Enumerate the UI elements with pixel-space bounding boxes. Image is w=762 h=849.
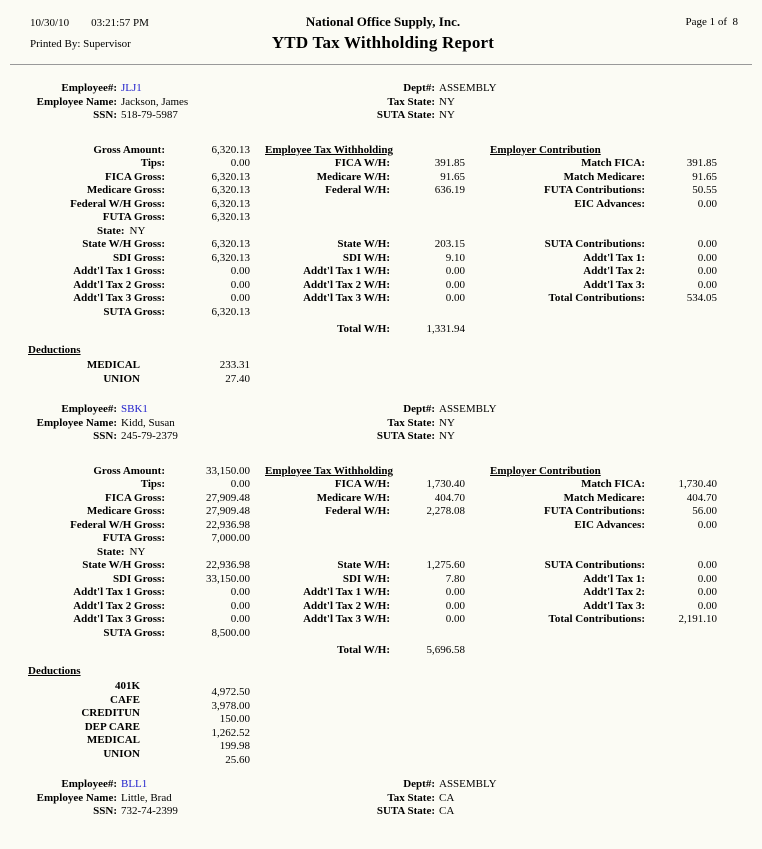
- grid-row: [28, 225, 738, 239]
- row-value: 0.00: [445, 613, 465, 625]
- row-label: Addt'l Tax 2:: [583, 586, 645, 598]
- grid-cell-empty: [645, 532, 717, 546]
- row-value: 6,320.13: [211, 143, 250, 156]
- tax-state-label: Tax State:: [387, 791, 435, 804]
- deduction-amount: 199.98: [219, 740, 250, 752]
- row-value: 0.00: [230, 478, 250, 490]
- ssn-value: 732-74-2399: [121, 805, 178, 817]
- row-label: EIC Advances:: [574, 197, 645, 210]
- deduction-amount: 3,978.00: [211, 699, 250, 712]
- row-label: Addt'l Tax 3 Gross:: [73, 613, 165, 625]
- deduction-name: DEP CARE: [84, 720, 140, 733]
- deduction-row: [28, 720, 738, 739]
- employer-contribution-header: Employer Contribution: [490, 143, 601, 156]
- dept-value: ASSEMBLY: [439, 778, 497, 790]
- deductions-block: [28, 664, 738, 766]
- report-title: YTD Tax Withholding Report: [271, 33, 495, 52]
- employee-header-row: [28, 792, 738, 806]
- row-value: 7.80: [445, 572, 465, 585]
- row-label: Medicare Gross:: [86, 184, 165, 196]
- grid-row: [28, 157, 738, 171]
- employee-header-row: [28, 430, 738, 444]
- grid-row: [28, 465, 738, 479]
- grid-cell-empty: [390, 532, 465, 546]
- row-value: 1,275.60: [426, 559, 465, 571]
- deduction-name: CAFE: [110, 693, 140, 706]
- grid-row: [28, 600, 738, 614]
- employee-section: [28, 403, 738, 766]
- employee-header-row: [28, 805, 738, 819]
- ssn-value: 518-79-5987: [121, 109, 178, 121]
- state-row: [28, 546, 250, 560]
- grid-cell-empty: [28, 644, 165, 658]
- row-label: Medicare W/H:: [316, 170, 390, 183]
- deductions-rows: [28, 359, 738, 386]
- grid-cell-empty: [465, 532, 645, 546]
- row-label: FICA Gross:: [105, 170, 165, 183]
- grid-cell-empty: [390, 519, 465, 533]
- row-value: 0.00: [230, 157, 250, 169]
- employee-name-label: Employee Name:: [36, 95, 117, 108]
- grid-row: [28, 492, 738, 506]
- tax-state-label: Tax State:: [387, 95, 435, 108]
- row-label: Addt'l Tax 2 Gross:: [73, 278, 165, 291]
- ssn-label: SSN:: [93, 805, 117, 817]
- grid-row: [28, 644, 738, 658]
- row-label: Addt'l Tax 1:: [583, 251, 645, 264]
- employee-tax-withholding-header: Employee Tax Withholding: [265, 464, 393, 477]
- row-label: Total Contributions:: [548, 613, 645, 625]
- row-value: 6,320.13: [211, 170, 250, 183]
- row-label: Tips:: [140, 478, 165, 490]
- dept-label: Dept#:: [403, 403, 435, 415]
- deduction-row: [28, 707, 738, 725]
- grid-row: [28, 184, 738, 198]
- row-label: Medicare Gross:: [86, 505, 165, 517]
- row-value: 0.00: [445, 599, 465, 612]
- row-label: Addt'l Tax 1:: [583, 572, 645, 585]
- employee-name-label: Employee Name:: [36, 791, 117, 804]
- grid-row: [28, 238, 738, 252]
- row-label: Total W/H:: [337, 323, 390, 335]
- grid-row: [28, 306, 738, 320]
- deduction-row: [28, 359, 738, 373]
- suta-state-value: NY: [439, 430, 455, 442]
- row-value: 404.70: [686, 491, 717, 504]
- tax-grid: [28, 144, 738, 337]
- company-name: National Office Supply, Inc.: [305, 14, 461, 29]
- row-label: FUTA Gross:: [102, 532, 165, 544]
- grid-row: [28, 478, 738, 492]
- row-value: 391.85: [434, 157, 465, 169]
- row-label: FICA W/H:: [334, 478, 390, 490]
- tax-state-value: NY: [439, 416, 455, 429]
- header-divider: [10, 64, 752, 65]
- deduction-amount: 25.60: [225, 753, 250, 766]
- row-label: Match FICA:: [581, 478, 645, 490]
- employer-contribution-header: Employer Contribution: [490, 464, 601, 477]
- deduction-row: [28, 734, 738, 752]
- row-value: 0.00: [230, 586, 250, 598]
- grid-cell-empty: [165, 323, 250, 337]
- row-label: Tips:: [140, 157, 165, 169]
- row-value: 0.00: [697, 197, 717, 210]
- grid-cell-empty: [645, 306, 717, 320]
- row-label: State W/H:: [337, 559, 390, 571]
- grid-cell-empty: [645, 644, 717, 658]
- grid-cell-empty: [390, 198, 465, 212]
- row-value: 22,936.98: [206, 559, 250, 571]
- report-title-block: [128, 14, 638, 53]
- row-value: 56.00: [692, 505, 717, 517]
- row-label: Federal W/H Gross:: [70, 197, 165, 210]
- row-value: 2,191.10: [678, 613, 717, 625]
- employee-number-link[interactable]: BLL1: [121, 778, 148, 790]
- printed-by-label: Printed By:: [30, 38, 81, 50]
- dept-value: ASSEMBLY: [439, 403, 497, 415]
- grid-cell-empty: [250, 546, 390, 560]
- row-value: 0.00: [697, 599, 717, 612]
- row-label: SUTA Gross:: [103, 626, 165, 639]
- grid-cell-empty: [645, 546, 717, 560]
- employee-header-row: [28, 109, 738, 123]
- deduction-row: [28, 680, 738, 698]
- row-value: 0.00: [697, 251, 717, 264]
- row-label: State W/H:: [337, 238, 390, 250]
- row-value: 8,500.00: [211, 626, 250, 639]
- deduction-row: [28, 693, 738, 712]
- row-label: Addt'l Tax 3 W/H:: [303, 292, 390, 304]
- grid-row: [28, 292, 738, 306]
- row-label: Addt'l Tax 2 W/H:: [303, 278, 390, 291]
- grid-row: [28, 198, 738, 212]
- row-value: 1,730.40: [426, 478, 465, 490]
- grid-cell-empty: [465, 225, 645, 239]
- report-header: [28, 14, 738, 60]
- row-label: FUTA Gross:: [102, 211, 165, 223]
- row-value: 91.65: [440, 170, 465, 183]
- row-label: Addt'l Tax 1 Gross:: [73, 265, 165, 277]
- row-label: Gross Amount:: [93, 143, 165, 156]
- deduction-amount: 233.31: [219, 359, 250, 371]
- suta-state-label: SUTA State:: [376, 430, 435, 442]
- row-label: Match FICA:: [581, 157, 645, 169]
- row-value: 7,000.00: [211, 532, 250, 544]
- grid-row: [28, 586, 738, 600]
- row-value: 33,150.00: [206, 464, 250, 477]
- row-value: 203.15: [434, 238, 465, 250]
- ssn-label: SSN:: [93, 109, 117, 121]
- employee-number-label: Employee#:: [61, 778, 117, 790]
- row-label: Total W/H:: [337, 644, 390, 656]
- row-label: Addt'l Tax 2 W/H:: [303, 599, 390, 612]
- grid-row: [28, 613, 738, 627]
- employee-name-value: Jackson, James: [121, 95, 189, 108]
- row-value: 0.00: [697, 559, 717, 571]
- grid-row: [28, 279, 738, 293]
- row-value: 0.00: [230, 613, 250, 625]
- grid-cell-empty: [390, 546, 465, 560]
- deduction-amount: 1,262.52: [211, 726, 250, 739]
- row-value: 0.00: [230, 599, 250, 612]
- state-value: NY: [129, 224, 146, 237]
- dept-label: Dept#:: [403, 82, 435, 94]
- row-value: 22,936.98: [206, 518, 250, 531]
- row-label: Federal W/H Gross:: [70, 518, 165, 531]
- employee-section: [28, 778, 738, 819]
- row-label: SUTA Contributions:: [544, 559, 645, 571]
- deduction-name: UNION: [103, 372, 140, 385]
- grid-cell-empty: [465, 546, 645, 560]
- deduction-row: [28, 373, 738, 387]
- grid-row: [28, 573, 738, 587]
- grid-cell-empty: [645, 323, 717, 337]
- row-label: SUTA Contributions:: [544, 238, 645, 250]
- employee-number-label: Employee#:: [61, 403, 117, 415]
- employee-number-label: Employee#:: [61, 82, 117, 94]
- tax-state-label: Tax State:: [387, 416, 435, 429]
- row-value: 391.85: [686, 157, 717, 169]
- deduction-name: UNION: [103, 747, 140, 760]
- deductions-block: [28, 344, 738, 387]
- row-label: FICA Gross:: [105, 491, 165, 504]
- row-value: 6,320.13: [211, 211, 250, 223]
- employee-header-row: [28, 778, 738, 792]
- row-value: 27,909.48: [206, 505, 250, 517]
- suta-state-label: SUTA State:: [376, 109, 435, 121]
- grid-cell-empty: [645, 627, 717, 641]
- employee-header-row: [28, 82, 738, 96]
- deductions-header: Deductions: [28, 343, 81, 356]
- row-label: Addt'l Tax 1 W/H:: [303, 265, 390, 277]
- state-label: State:: [97, 224, 125, 237]
- suta-state-label: SUTA State:: [376, 805, 435, 817]
- row-value: 636.19: [434, 184, 465, 196]
- dept-value: ASSEMBLY: [439, 82, 497, 94]
- row-label: Medicare W/H:: [316, 491, 390, 504]
- employee-header-row: [28, 96, 738, 110]
- row-value: 0.00: [697, 572, 717, 585]
- grid-cell-empty: [645, 225, 717, 239]
- row-value: 0.00: [697, 586, 717, 598]
- grid-row: [28, 519, 738, 533]
- grid-cell-empty: [250, 306, 390, 320]
- deduction-amount: 150.00: [219, 713, 250, 725]
- row-value: 50.55: [692, 184, 717, 196]
- page-number: Page 1 of 8: [685, 16, 738, 28]
- row-label: Addt'l Tax 1 W/H:: [303, 586, 390, 598]
- row-label: Addt'l Tax 3 Gross:: [73, 292, 165, 304]
- grid-row: [28, 559, 738, 573]
- row-label: SDI W/H:: [342, 572, 390, 585]
- grid-row: [28, 144, 738, 158]
- deductions-header: Deductions: [28, 664, 81, 677]
- grid-row: [28, 323, 738, 337]
- grid-row: [28, 265, 738, 279]
- row-value: 0.00: [230, 265, 250, 277]
- row-value: 0.00: [445, 278, 465, 291]
- grid-cell-empty: [645, 211, 717, 225]
- deduction-name: MEDICAL: [86, 359, 140, 371]
- employee-header-row: [28, 417, 738, 431]
- grid-cell-empty: [250, 198, 390, 212]
- row-label: State W/H Gross:: [82, 559, 165, 571]
- grid-cell-empty: [28, 323, 165, 337]
- print-date: 10/30/10: [30, 17, 70, 29]
- row-label: Addt'l Tax 2:: [583, 265, 645, 277]
- row-value: 0.00: [697, 238, 717, 250]
- grid-cell-empty: [250, 211, 390, 225]
- grid-row: [28, 546, 738, 560]
- row-value: 0.00: [697, 518, 717, 531]
- row-label: SDI W/H:: [342, 251, 390, 264]
- grid-row: [28, 211, 738, 225]
- grid-row: [28, 627, 738, 641]
- grid-cell-empty: [390, 211, 465, 225]
- grid-row: [28, 252, 738, 266]
- row-value: 0.00: [697, 278, 717, 291]
- row-value: 1,331.94: [426, 323, 465, 335]
- row-value: 27,909.48: [206, 491, 250, 504]
- deduction-row: [28, 747, 738, 766]
- row-value: 404.70: [434, 491, 465, 504]
- row-label: Gross Amount:: [93, 464, 165, 477]
- employee-section: [28, 82, 738, 386]
- grid-row: [28, 171, 738, 185]
- row-label: SDI Gross:: [112, 251, 165, 264]
- grid-cell-empty: [465, 323, 645, 337]
- row-value: 0.00: [697, 265, 717, 277]
- print-time: 03:21:57 PM: [91, 17, 149, 29]
- row-value: 0.00: [230, 292, 250, 304]
- grid-row: [28, 532, 738, 546]
- employee-number-link[interactable]: JLJ1: [121, 82, 142, 94]
- deduction-amount: 4,972.50: [211, 686, 250, 698]
- grid-cell-empty: [165, 644, 250, 658]
- deduction-amount: 27.40: [225, 372, 250, 385]
- row-label: Addt'l Tax 3:: [583, 278, 645, 291]
- row-label: Total Contributions:: [548, 292, 645, 304]
- suta-state-value: CA: [439, 805, 455, 817]
- row-value: 91.65: [692, 170, 717, 183]
- state-label: State:: [97, 545, 125, 558]
- row-label: Match Medicare:: [563, 491, 645, 504]
- grid-cell-empty: [250, 627, 390, 641]
- grid-row: [28, 505, 738, 519]
- ssn-label: SSN:: [93, 430, 117, 442]
- report-body: [28, 82, 738, 819]
- row-label: Addt'l Tax 3 W/H:: [303, 613, 390, 625]
- employee-name-value: Little, Brad: [121, 791, 172, 804]
- grid-cell-empty: [465, 627, 645, 641]
- grid-cell-empty: [465, 306, 645, 320]
- row-value: 5,696.58: [426, 644, 465, 656]
- employee-name-value: Kidd, Susan: [121, 416, 175, 429]
- grid-cell-empty: [250, 519, 390, 533]
- suta-state-value: NY: [439, 109, 455, 121]
- ssn-value: 245-79-2379: [121, 430, 178, 442]
- deduction-name: 401K: [114, 680, 140, 692]
- row-value: 0.00: [445, 292, 465, 304]
- row-value: 534.05: [686, 292, 717, 304]
- grid-cell-empty: [250, 225, 390, 239]
- deduction-name: CREDITUN: [81, 707, 140, 719]
- dept-label: Dept#:: [403, 778, 435, 790]
- row-value: 6,320.13: [211, 305, 250, 318]
- employee-number-link[interactable]: SBK1: [121, 403, 148, 415]
- row-value: 6,320.13: [211, 251, 250, 264]
- row-label: State W/H Gross:: [82, 238, 165, 250]
- row-label: Addt'l Tax 2 Gross:: [73, 599, 165, 612]
- state-row: [28, 225, 250, 239]
- tax-grid: [28, 465, 738, 658]
- row-value: 0.00: [230, 278, 250, 291]
- row-label: Addt'l Tax 1 Gross:: [73, 586, 165, 598]
- row-value: 1,730.40: [678, 478, 717, 490]
- state-value: NY: [129, 545, 146, 558]
- row-label: Federal W/H:: [325, 184, 390, 196]
- deductions-rows: [28, 680, 738, 766]
- row-label: FUTA Contributions:: [544, 505, 645, 517]
- row-label: Addt'l Tax 3:: [583, 599, 645, 612]
- row-value: 0.00: [445, 265, 465, 277]
- row-label: FICA W/H:: [334, 157, 390, 169]
- grid-cell-empty: [390, 306, 465, 320]
- grid-cell-empty: [390, 627, 465, 641]
- row-value: 0.00: [445, 586, 465, 598]
- row-label: EIC Advances:: [574, 518, 645, 531]
- employee-tax-withholding-header: Employee Tax Withholding: [265, 143, 393, 156]
- grid-cell-empty: [390, 225, 465, 239]
- row-label: Federal W/H:: [325, 505, 390, 517]
- row-label: SDI Gross:: [112, 572, 165, 585]
- grid-cell-empty: [465, 211, 645, 225]
- row-value: 33,150.00: [206, 572, 250, 585]
- row-label: SUTA Gross:: [103, 305, 165, 318]
- tax-state-value: NY: [439, 95, 455, 108]
- row-label: Match Medicare:: [563, 170, 645, 183]
- row-value: 9.10: [445, 251, 465, 264]
- row-value: 6,320.13: [211, 238, 250, 250]
- tax-state-value: CA: [439, 791, 455, 804]
- row-value: 6,320.13: [211, 197, 250, 210]
- employee-name-label: Employee Name:: [36, 416, 117, 429]
- employee-header-row: [28, 403, 738, 417]
- row-value: 2,278.08: [426, 505, 465, 517]
- grid-cell-empty: [250, 532, 390, 546]
- deduction-name: MEDICAL: [86, 734, 140, 746]
- row-label: FUTA Contributions:: [544, 184, 645, 196]
- grid-cell-empty: [465, 644, 645, 658]
- row-value: 6,320.13: [211, 184, 250, 196]
- printed-by-value: Supervisor: [83, 38, 131, 50]
